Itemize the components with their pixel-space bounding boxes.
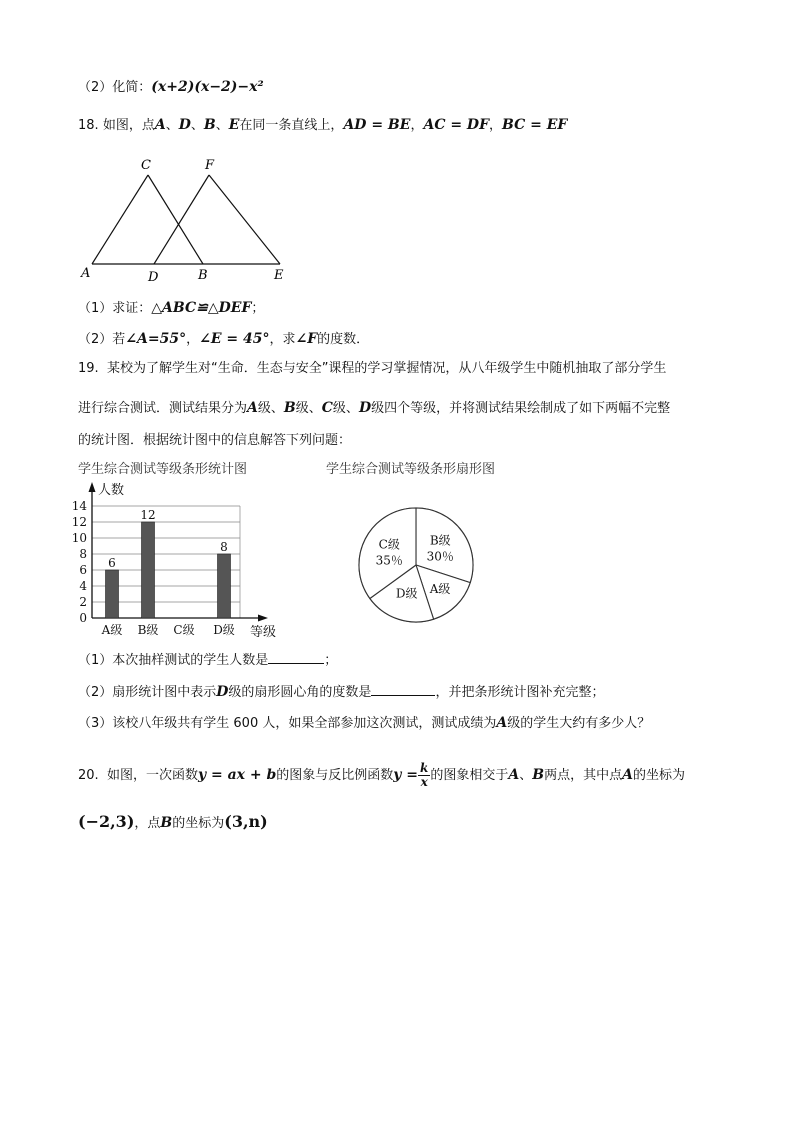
q19-line2-text-end: 级四个等级，并将测试结果绘制成了如下两幅不完整 [371,401,671,416]
y-tick-label: 10 [71,531,87,545]
sep: 、 [519,768,533,783]
y-axis-label: 人数 [98,483,125,498]
point-a: A [622,767,634,783]
bar-chart-title: 学生综合测试等级条形统计图 [78,462,248,477]
point-a: A [508,767,520,783]
sep: 、 [165,118,179,133]
x-axis-arrow [258,615,268,622]
y-tick-label: 12 [71,515,87,529]
angle-e: ∠E = 45° [199,331,270,347]
condition-ac-df: AC = DF [423,117,490,133]
segment-df [154,175,209,264]
q18-part1 [78,299,264,318]
label-e: E [274,268,284,283]
q20-stem-text: 的图象相交于 [430,768,509,783]
grade-sep: 级、 [332,401,359,416]
q19-sub1-text: （1）本次抽样测试的学生人数是 [78,653,269,668]
q19-sub2-text: （2）扇形统计图中表示 [78,685,217,700]
q18-part2-mid: ，求 [269,332,296,347]
point-e: E [228,117,240,133]
pie-slice-label: C级 [378,537,400,552]
q17-part2 [78,78,264,97]
pie-slice-percent: 35％ [375,553,403,568]
q19-sub2-text-end: ，并把条形统计图补充完整； [435,685,605,700]
bar [218,554,231,618]
grade-a: A [247,400,258,416]
y-tick-label: 6 [79,563,87,577]
fraction-denominator: x [420,775,428,789]
coord-b: (3,n) [224,812,268,831]
q19-line2 [78,399,670,418]
congruence-expression: △ABC≌△DEF [151,300,252,316]
q18-stem-text: 在同一条直线上， [239,118,344,133]
point-a: A [154,117,166,133]
pie-slice-label: D级 [395,586,418,601]
q18-part2-end: 的度数． [317,332,370,347]
grade-a: A [496,715,508,731]
fraction-numerator: k [420,761,429,775]
grade-sep: 级、 [257,401,284,416]
q18-part2-prefix: （2）若 [78,332,126,347]
point-d: D [178,117,191,133]
grade-d: D [216,684,229,700]
q20-stem-text: 如图，一次函数 [106,768,198,783]
segment-ac [92,175,148,264]
y-tick-label: 8 [79,547,87,561]
point-b: B [160,815,173,831]
bar-value-label: 6 [108,556,116,570]
segment-fe [209,175,280,264]
triangle-figure [78,150,293,285]
q19-line3-text: 的统计图．根据统计图中的信息解答下列问题： [78,433,352,448]
q19-number: 19. [78,361,99,376]
q18-part2 [78,330,369,349]
pie-slice-label: B级 [429,533,451,548]
x-tick-label: B级 [137,623,159,637]
q19-sub3-text-end: 级的学生大约有多少人？ [507,716,651,731]
q18-part1-end: ； [251,301,265,316]
bar [106,570,119,618]
label-b: B [198,268,208,283]
q19-line1 [78,360,666,378]
q19-line2-text: 进行综合测试．测试结果分为 [78,401,248,416]
y-tick-label: 2 [79,595,87,609]
pie-slice-label: A级 [429,582,451,597]
coord-a: (−2,3) [78,812,135,831]
y-tick-label: 4 [79,579,87,593]
grade-d: D [358,400,372,416]
bar-value-label: 8 [220,540,228,554]
label-d: D [148,270,159,285]
q19-sub2-text-mid: 级的扇形圆心角的度数是 [228,685,372,700]
x-tick-label: C级 [173,623,195,637]
pie-chart-title: 学生综合测试等级条形扇形图 [326,462,496,477]
point-b: B [532,767,545,783]
x-tick-label: D级 [213,623,235,637]
grade-b: B [283,400,296,416]
q17-part2-prefix: （2）化简： [78,80,152,95]
label-f: F [205,158,215,173]
label-c: C [141,158,151,173]
comma: ， [186,332,200,347]
linear-function: y = ax + b [197,767,277,783]
answer-blank-1[interactable] [268,651,324,664]
angle-f: ∠F [295,331,318,347]
q19-sub2 [78,683,604,702]
q20-stem-text: 两点，其中点 [544,768,623,783]
answer-blank-2[interactable] [371,683,435,696]
grade-c: C [321,400,333,416]
q20-stem-text: 的坐标为 [633,768,686,783]
condition-ad-be: AD = BE [343,117,411,133]
q20-coords [78,813,268,833]
q20-stem [78,755,685,796]
segment-cb [148,175,203,264]
comma: ， [410,118,424,133]
q19-sub3 [78,714,650,733]
q19-sub1 [78,651,337,670]
q18-number: 18. [78,118,99,133]
q18-stem [78,116,567,135]
q18-stem-text: 如图，点 [102,118,155,133]
q20-stem-text: 的坐标为 [172,816,225,831]
q20-number: 20. [78,768,99,783]
q17-expression: (x+2)(x−2)−x² [151,79,264,95]
q20-stem-text: ，点 [134,816,161,831]
x-axis-label: 等级 [250,625,277,640]
q19-sub3-text: （3）该校八年级共有学生 600 人，如果全部参加这次测试，测试成绩为 [78,716,497,731]
sep: 、 [190,118,204,133]
bar-chart [60,476,290,646]
q20-stem-text: 的图象与反比例函数 [276,768,394,783]
condition-bc-ef: BC = EF [502,117,568,133]
q18-part1-prefix: （1）求证： [78,301,152,316]
y-tick-label: 14 [71,499,87,513]
q19-sub1-end: ； [324,653,338,668]
inverse-function-lhs: y = [393,767,419,783]
label-a: A [81,266,91,281]
angle-a: ∠A=55° [125,331,187,347]
q19-line3 [78,432,351,450]
grade-sep: 级、 [295,401,322,416]
bar-value-label: 12 [140,508,156,522]
y-axis-arrow [89,482,96,492]
y-tick-label: 0 [79,611,87,625]
pie-slice-percent: 30％ [426,549,454,564]
q19-line1-text: 某校为了解学生对“生命．生态与安全”课程的学习掌握情况，从八年级学生中随机抽取了部分学生 [106,361,667,376]
bar [142,522,155,618]
pie-chart [340,502,490,632]
point-b: B [203,117,216,133]
sep: 、 [215,118,229,133]
x-tick-label: A级 [101,623,123,637]
comma: ， [489,118,503,133]
inverse-function-fraction [418,762,430,789]
